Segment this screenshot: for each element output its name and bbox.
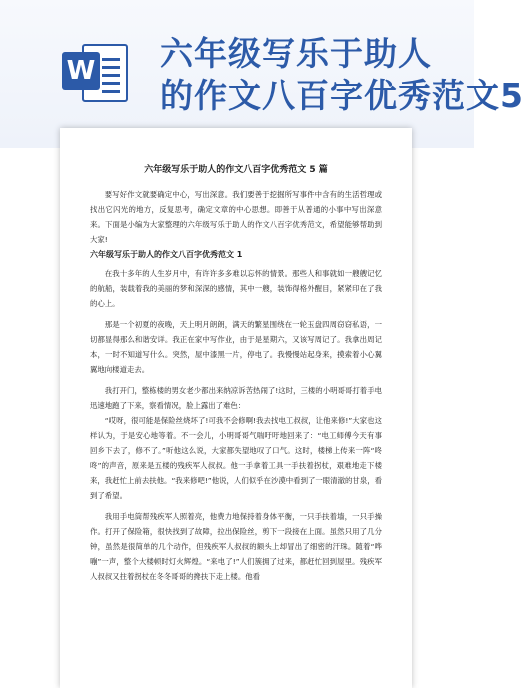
body-paragraph: “哎呀，很可能是保险丝烧坏了!可我不会修啊!我去找电工叔叔，让他来修!”大家也这样认为，于是安心地等着。不一会儿，小明哥哥气喘吁吁地回来了：“电工师傅今天有事回乡下去了，修不了。”听他这么说，大家都失望地叹了口气。这时，楼梯上传来一阵“咚咚”的声音，原来是五楼的残疾军人叔叔。他一手拿着工具一手扶着拐杖，艰难地走下楼来，我赶忙上前去扶他。“我来修吧!”他说，人们似乎在沙漠中看到了一眼清澈的甘泉，看到了希望。	[90, 416, 382, 500]
intro-paragraph: 要写好作文就要确定中心，写出深意。我们要善于挖掘所写事件中含有的生活哲理或找出它闪光的地方，反复思考，确定文章的中心思想。即善于从普通的小事中写出深意来。下面是小编为大家整理的六年级写乐于助人的作文八百字优秀范文，希望能够帮助到大家!	[90, 190, 382, 244]
body-paragraph: 我用手电筒帮残疾军人照着亮，他费力地保持着身体平衡，一只手扶着墙，一只手操作。打开了保险箱，很快找到了故障，拉出保险丝，剪下一段接在上面。虽然只用了几分钟，虽然是很简单的几个动作，但残疾军人叔叔的额头上却冒出了细密的汗珠。随着“哗嘣”一声，整个大楼顿时灯火辉煌。“来电了!”人们簇拥了过来，都赶忙回到屋里。残疾军人叔叔又拄着拐杖在冬冬哥哥的搀扶下走上楼。他看	[90, 512, 382, 581]
word-document-icon	[62, 40, 128, 104]
body-paragraph: 那是一个初夏的夜晚，天上明月朗朗，满天的繁星围绕在一轮玉盘四周窃窃私语，一切都显得那么和谐安详。我正在家中写作业，由于是星期六，又该写周记了。我拿出周记本，一时不知道写什么。突然，屋中漆黑一片，停电了。我慢慢站起身来，摸索着小心翼翼地向楼道走去。	[90, 320, 382, 374]
banner-header	[0, 0, 524, 148]
document-title: 六年级写乐于助人的作文八百字优秀范文 5 篇	[144, 165, 328, 175]
banner-title-line-1: 六年级写乐于助人	[160, 34, 432, 73]
document-page	[60, 128, 412, 688]
body-paragraph: 在我十多年的人生岁月中，有许许多多难以忘怀的情景。那些人和事就如一艘艘记忆的航船，装载着我的美丽的梦和深深的感情，其中一艘，装饰得格外醒目，紧紧印在了我的心上。	[90, 269, 382, 308]
body-paragraph: 我打开门，整栋楼的男女老少都出来纳凉诉苦热闹了!这时，三楼的小明哥哥打着手电迅速地跑了下来，察看情况，脸上露出了难色：	[90, 386, 382, 410]
section-heading: 六年级写乐于助人的作文八百字优秀范文 1	[90, 250, 243, 259]
document-body	[90, 162, 382, 584]
word-logo-badge: W	[62, 52, 100, 90]
banner-title-line-2: 的作文八百字优秀范文5	[160, 76, 524, 115]
